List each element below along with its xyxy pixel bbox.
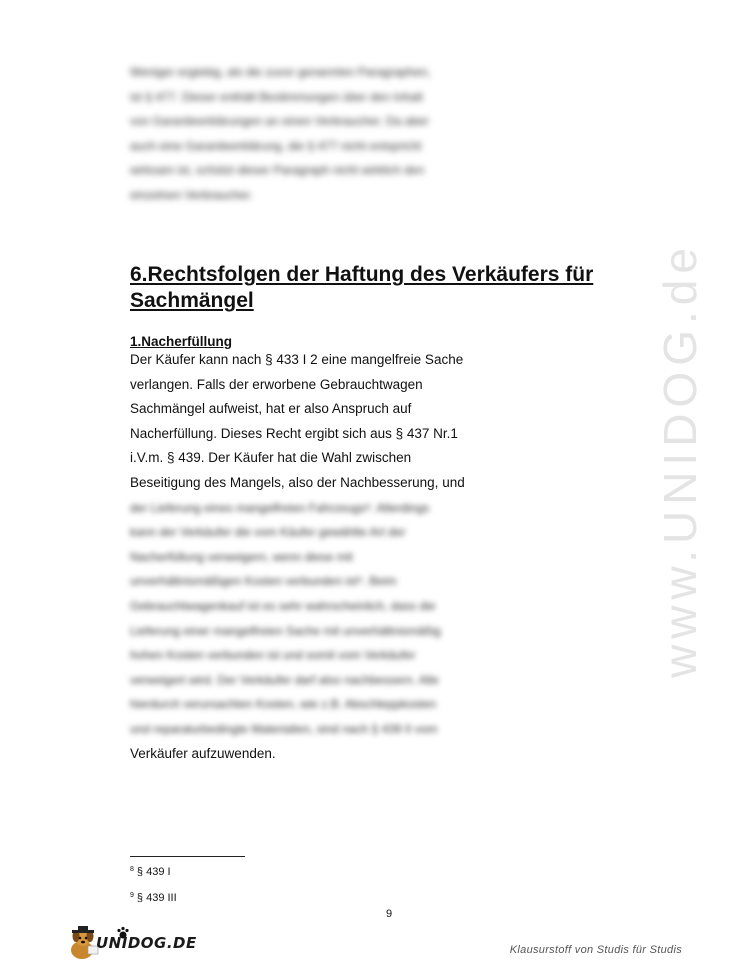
intro-line: wirksam ist, schützt dieser Paragraph nicht wirklich den: [130, 163, 425, 177]
intro-line: ist § 477. Dieser enthält Bestimmungen über den Inhalt: [130, 89, 423, 104]
body-line: i.V.m. § 439. Der Käufer hat die Wahl zwischen: [130, 450, 412, 466]
footnote-8: [130, 866, 171, 878]
body-line: verlangen. Falls der erworbene Gebrauchtwagen: [130, 376, 423, 392]
subsection-heading: 1.Nacherfüllung: [130, 334, 233, 349]
intro-line: von Garantieerklärungen an einen Verbraucher. Da aber: [130, 114, 429, 128]
intro-line: auch eine Garantieerklärung, die § 477 nicht entspricht: [130, 138, 422, 153]
body-line: Verkäufer aufzuwenden.: [130, 745, 276, 761]
watermark-text: www.UNIDOG.de: [654, 242, 706, 678]
blurred-body-line: kann der Verkäufer die vom Käufer gewählte Art der: [130, 525, 406, 540]
body-line: Nacherfüllung. Dieses Recht ergibt sich aus § 437 Nr.1: [130, 425, 458, 441]
footnote-text: § 439 III: [136, 892, 177, 904]
section-heading-line-1: 6.Rechtsfolgen der Haftung des Verkäufers für: [130, 263, 594, 286]
logo-text: UNIDOG.DE: [96, 934, 197, 952]
footnote-divider: [130, 856, 245, 857]
page-number: 9: [386, 908, 393, 920]
section-heading-line-2: Sachmängel: [130, 289, 254, 312]
blurred-body-line: hierdurch verursachten Kosten, wie z.B. Abschleppkosten: [130, 697, 437, 712]
footnote-number: 9: [130, 892, 134, 899]
section-heading: [130, 262, 610, 314]
body-line: Sachmängel aufweist, hat er also Anspruch auf: [130, 401, 412, 417]
blurred-body-line: Lieferung einer mangelfreien Sache mit unverhältnismäßig: [130, 623, 441, 638]
blurred-body-line: der Lieferung eines mangelfreien Fahrzeugs⁸. Allerdings: [130, 500, 430, 515]
blurred-body-line: und reparaturbedingte Materialien, sind nach § 439 II vom: [130, 721, 438, 736]
blurred-body-line: hohen Kosten verbunden ist und somit vom Verkäufer: [130, 648, 416, 663]
blurred-body-line: Nacherfüllung verweigern, wenn diese mit: [130, 549, 353, 564]
intro-line: einzelnen Verbraucher.: [130, 187, 253, 202]
blurred-body-line: unverhältnismäßigen Kosten verbunden ist⁹. Beim: [130, 574, 397, 589]
footnote-number: 8: [130, 866, 134, 873]
body-paragraph: [130, 347, 510, 766]
body-line: Beseitigung des Mangels, also der Nachbesserung, und: [130, 474, 465, 490]
dog-mascot-icon: [66, 926, 100, 962]
blurred-body-line: verweigert wird. Der Verkäufer darf also nachbessern. Alle: [130, 672, 439, 687]
blurred-intro-paragraph: [130, 60, 490, 207]
tagline: Klausurstoff von Studis für Studis: [509, 944, 682, 956]
footnote-text: § 439 I: [136, 866, 171, 878]
unidog-logo: [66, 926, 206, 962]
body-line: Der Käufer kann nach § 433 I 2 eine mangelfreie Sache: [130, 352, 464, 367]
blurred-body-line: Gebrauchtwagenkauf ist es sehr wahrscheinlich, dass die: [130, 598, 436, 613]
footnote-9: [130, 892, 177, 904]
intro-line: Weniger ergiebig, als die zuvor genannten Paragraphen,: [130, 65, 431, 79]
